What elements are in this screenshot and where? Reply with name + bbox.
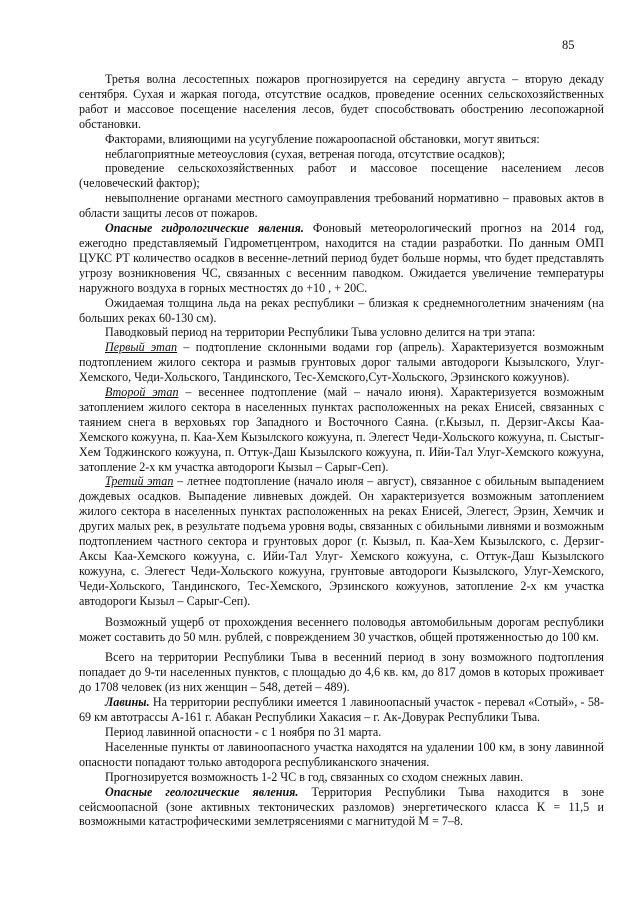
stage-one-label: Первый этап [105, 340, 178, 355]
paragraph-fire-third-wave: Третья волна лесостепных пожаров прогнозируется на середину августа – вторую декаду сентября. Сухая и жаркая погода, отсутствие осадков, проведение осенних сельскохозяйственных работ и массовое посещение населения лесов, будет способствовать обострению лесопожарной обстановки. [79, 72, 604, 131]
section-heading-avalanches: Лавины. [105, 695, 150, 710]
paragraph-stage-two: Второй этап – весеннее подтопление (май – начало июня). Характеризуется возможным затоплением жилого сектора в населенных пунктах расположенных на реках Енисей, связанных с таянием снега в верховьях гор Западного и Восточного Саяна. (г.Кызыл, п. Дерзиг-Аксы Каа-Хемского кожууна, п. Каа-Хем Кызылского кожууна, п. Элегест Чеди-Хольского кожууна, п. Сыстыг-Хем Тоджинского кожууна, п. Оттук-Даш Кызылского кожууна, п. Ийи-Тал Улуг-Хемского кожууна, затопление 2-х км участка автодороги Кызыл – Сарыг-Сеп). [79, 385, 604, 474]
paragraph-hydrology: Опасные гидрологические явления. Фоновый метеорологический прогноз на 2014 год, ежегодно представляемый Гидрометцентром, находится на стадии разработки. По данным ОМП ЦУКС РТ количество осадков в весенне-летний период будет больше нормы, что будет представлять угрозу возникновения ЧС, связанных с весенним паводком. Ожидается увеличение температуры наружного воздуха в горных местностях до +10 , + 20С. [79, 221, 604, 295]
page-number: 85 [562, 38, 575, 52]
stage-two-label: Второй этап [105, 385, 179, 400]
paragraph-ice-thickness: Ожидаемая толщина льда на реках республики – близкая к среднемноголетним значениям (на больших реках 60-130 см). [79, 295, 604, 325]
paragraph-avalanche-forecast: Прогнозируется возможность 1-2 ЧС в год, связанных со сходом снежных лавин. [105, 769, 524, 784]
stage-three-label: Третий этап [105, 474, 174, 489]
paragraph-avalanche-period: Период лавинной опасности - с 1 ноября по 31 марта. [105, 724, 382, 739]
paragraph-geology: Опасные геологические явления. Территория Республики Тыва находится в зоне сейсмоопасной (зоне активных тектонических разломов) энергетического класса К = 11,5 и возможными катастрофическими землетрясениями с магнитудой М = 7–8. [79, 784, 604, 829]
paragraph-stage-three: Третий этап – летнее подтопление (начало июля – август), связанное с обильным выпадением дождевых осадков. Выпадение ливневых дождей. Он характеризуется возможным затоплением жилого сектора в населенных пунктах расположенных на реках Енисей, Элегест, Эрзин, Хемчик и других малых рек, в результате подъема уровня воды, связанных с обильными ливнями и возможным подтоплением частного сектора и грунтовых дорог (г. Кызыл, п. Каа-Хем Кызылского, с. Дерзиг-Аксы Каа-Хемского кожууна, с. Ийи-Тал Улуг- Хемского кожууна, с. Оттук-Даш Кызылского кожууна, с. Элегест Чеди-Хольского кожууна, грунтовые автодороги Кызылского, Улуг-Хемского, Чеди-Хольского, Тандинского, Тес-Хемского, Эрзинского кожуунов, затопление 2-х км участка автодороги Кызыл – Сарыг-Сеп). [79, 474, 604, 608]
paragraph-avalanche-settlements: Населенные пункты от лавиноопасного участка находятся на удалении 100 км, в зону лавинной опасности попадают только автодорога республиканского значения. [79, 739, 604, 769]
paragraph-factor-human: проведение сельскохозяйственных работ и массовое посещение населением лесов (человеческий фактор); [79, 161, 604, 191]
paragraph-damage: Возможный ущерб от прохождения весеннего половодья автомобильным дорогам республики может составить до 50 млн. рублей, с повреждением 30 участков, общей протяженностью до 100 км. [79, 614, 604, 644]
paragraph-avalanches: Лавины. На территории республики имеется 1 лавиноопасный участок - перевал «Сотый», - 58-69 км автотрассы А-161 г. Абакан Республики Хакасия – г. Ак-Довурак Республики Тыва. [79, 695, 604, 725]
paragraph-flood-zone: Всего на территории Республики Тыва в весенний период в зону возможного подтопления попадает до 9-ти населенных пунктов, с площадью до 4,6 кв. км, до 817 домов в которых проживает до 1708 человек (из них женщин – 548, детей – 489). [79, 650, 604, 695]
section-heading-geology: Опасные геологические явления. [105, 784, 299, 799]
paragraph-flood-stages: Паводковый период на территории Республики Тыва условно делится на три этапа: [105, 325, 536, 340]
section-heading-hydrology: Опасные гидрологические явления. [105, 221, 304, 236]
body-text [79, 72, 604, 829]
paragraph-stage-one: Первый этап – подтопление склонными водами гор (апрель). Характеризуется возможным подтоплением жилого сектора и размыв грунтовых дорог талыми автодороги Кызылского, Улуг-Хемского, Чеди-Хольского, Тандинского, Тес-Хемского,Сут-Хольского, Эрзинского кожуунов). [79, 340, 605, 385]
paragraph-fire-factors: Факторами, влияющими на усугубление пожароопасной обстановки, могут явиться: [105, 131, 540, 146]
paragraph-factor-weather: неблагоприятные метеоусловия (сухая, ветреная погода, отсутствие осадков); [105, 146, 506, 161]
paragraph-factor-authorities: невыполнение органами местного самоуправления требований нормативно – правовых актов в области защиты лесов от пожаров. [79, 191, 604, 221]
